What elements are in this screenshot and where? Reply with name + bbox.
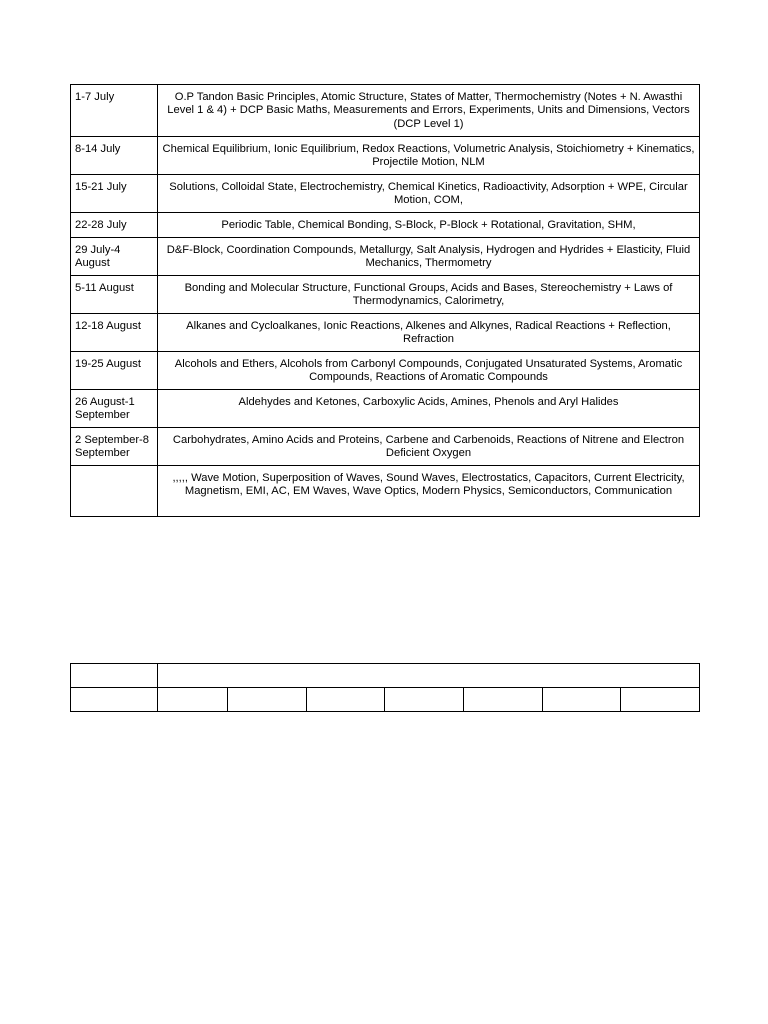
schedule-row bbox=[71, 213, 700, 238]
schedule-date-cell: 19-25 August bbox=[71, 352, 158, 390]
schedule-date-cell: 8-14 July bbox=[71, 137, 158, 175]
schedule-date-cell: 26 August-1 September bbox=[71, 390, 158, 428]
schedule-topics-cell: D&F-Block, Coordination Compounds, Metallurgy, Salt Analysis, Hydrogen and Hydrides + Elasticity, Fluid Mechanics, Thermometry bbox=[158, 238, 700, 276]
schedule-date-cell: 22-28 July bbox=[71, 213, 158, 238]
grid-cell bbox=[158, 664, 700, 688]
schedule-topics-cell: Chemical Equilibrium, Ionic Equilibrium, Redox Reactions, Volumetric Analysis, Stoichiometry + Kinematics, Projectile Motion, NLM bbox=[158, 137, 700, 175]
schedule-row bbox=[71, 85, 700, 137]
empty-grid-table bbox=[70, 663, 700, 712]
schedule-topics-cell: Alcohols and Ethers, Alcohols from Carbonyl Compounds, Conjugated Unsaturated Systems, Aromatic Compounds, Reactions of Aromatic Compounds bbox=[158, 352, 700, 390]
schedule-date-cell: 12-18 August bbox=[71, 314, 158, 352]
schedule-row bbox=[71, 352, 700, 390]
grid-cell bbox=[158, 688, 228, 712]
grid-cell bbox=[385, 688, 464, 712]
schedule-date-cell: 1-7 July bbox=[71, 85, 158, 137]
grid-row bbox=[71, 688, 700, 712]
schedule-topics-cell: Aldehydes and Ketones, Carboxylic Acids, Amines, Phenols and Aryl Halides bbox=[158, 390, 700, 428]
schedule-row bbox=[71, 390, 700, 428]
grid-cell bbox=[71, 688, 158, 712]
grid-cell bbox=[71, 664, 158, 688]
schedule-date-cell: 15-21 July bbox=[71, 175, 158, 213]
schedule-row bbox=[71, 466, 700, 517]
schedule-topics-cell: Bonding and Molecular Structure, Functional Groups, Acids and Bases, Stereochemistry + Laws of Thermodynamics, Calorimetry, bbox=[158, 276, 700, 314]
study-schedule-table bbox=[70, 84, 700, 517]
schedule-date-cell: 29 July-4 August bbox=[71, 238, 158, 276]
schedule-row bbox=[71, 428, 700, 466]
schedule-topics-cell: Solutions, Colloidal State, Electrochemistry, Chemical Kinetics, Radioactivity, Adsorption + WPE, Circular Motion, COM, bbox=[158, 175, 700, 213]
schedule-topics-cell: Alkanes and Cycloalkanes, Ionic Reactions, Alkenes and Alkynes, Radical Reactions + Reflection, Refraction bbox=[158, 314, 700, 352]
schedule-row bbox=[71, 276, 700, 314]
schedule-topics-cell: Carbohydrates, Amino Acids and Proteins, Carbene and Carbenoids, Reactions of Nitrene and Electron Deficient Oxygen bbox=[158, 428, 700, 466]
schedule-date-cell bbox=[71, 466, 158, 517]
grid-row bbox=[71, 664, 700, 688]
grid-cell bbox=[543, 688, 621, 712]
grid-cell bbox=[621, 688, 700, 712]
grid-cell bbox=[464, 688, 543, 712]
schedule-date-cell: 5-11 August bbox=[71, 276, 158, 314]
schedule-row bbox=[71, 137, 700, 175]
schedule-date-cell: 2 September-8 September bbox=[71, 428, 158, 466]
schedule-row bbox=[71, 175, 700, 213]
schedule-topics-cell: O.P Tandon Basic Principles, Atomic Structure, States of Matter, Thermochemistry (Notes + N. Awasthi Level 1 & 4) + DCP Basic Maths, Measurements and Errors, Experiments, Units and Dimensions, Vectors (DCP Level 1) bbox=[158, 85, 700, 137]
schedule-topics-cell: Periodic Table, Chemical Bonding, S-Block, P-Block + Rotational, Gravitation, SHM, bbox=[158, 213, 700, 238]
schedule-topics-cell: ,,,,, Wave Motion, Superposition of Waves, Sound Waves, Electrostatics, Capacitors, Current Electricity, Magnetism, EMI, AC, EM Waves, Wave Optics, Modern Physics, Semiconductors, Communication bbox=[158, 466, 700, 517]
grid-cell bbox=[228, 688, 307, 712]
schedule-row bbox=[71, 238, 700, 276]
schedule-row bbox=[71, 314, 700, 352]
grid-cell bbox=[307, 688, 385, 712]
